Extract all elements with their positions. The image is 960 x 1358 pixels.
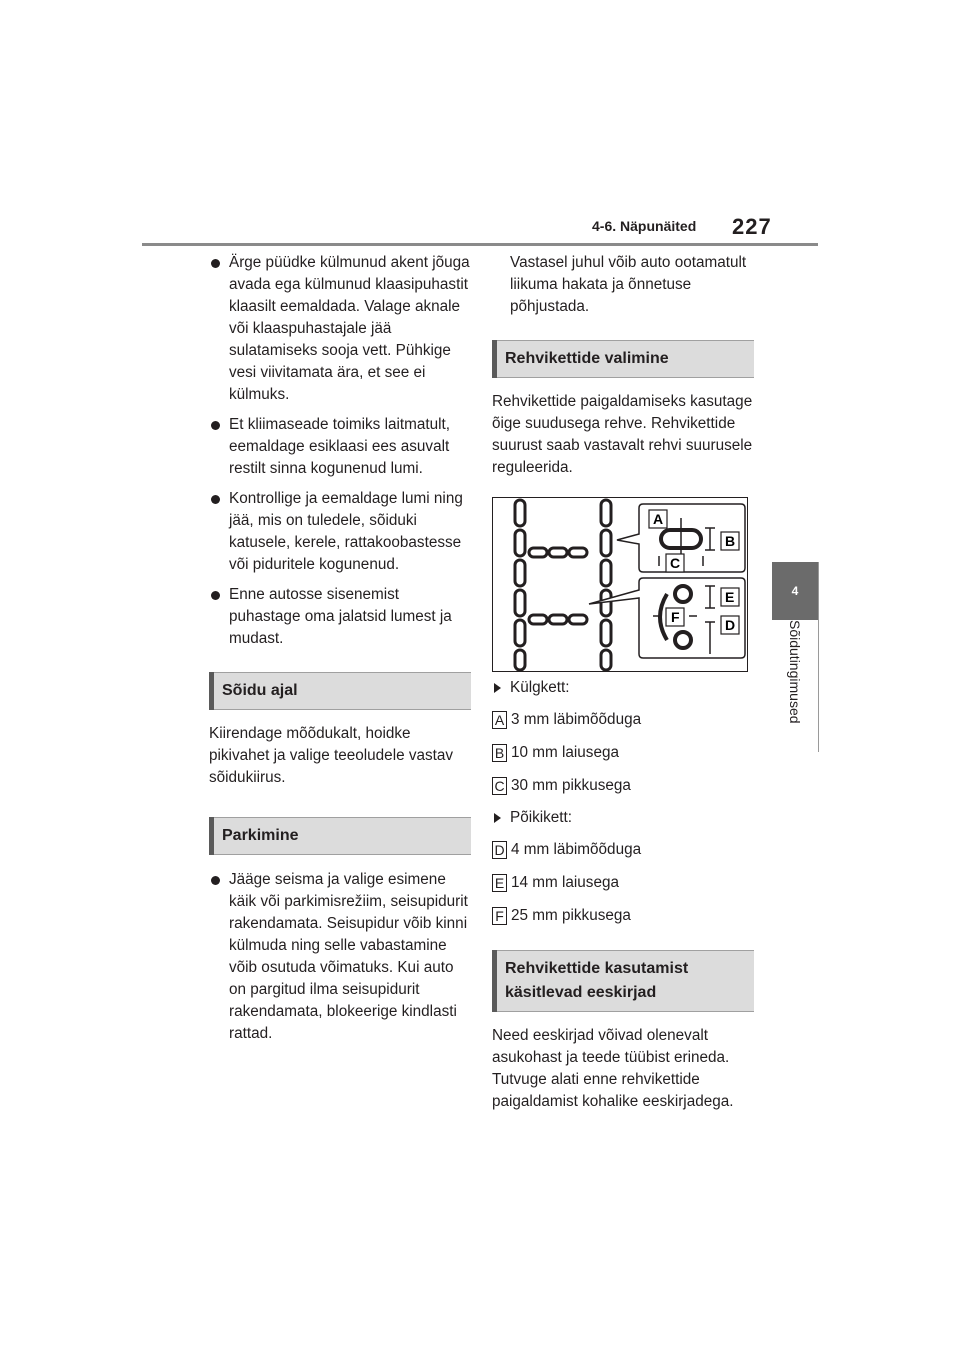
page-number: 227	[732, 214, 772, 239]
bullet-text: Kontrollige ja eemaldage lumi ning jää, mis on tuledele, sõiduki katusele, kerele, rattakoobastesse või piduritele kogunenud.	[229, 490, 463, 573]
chapter-title-container	[772, 620, 818, 750]
side-chain-heading	[492, 677, 754, 699]
spec-text: 10 mm laiusega	[511, 744, 619, 761]
diagram-label-b: B	[725, 533, 736, 549]
spec-text: 4 mm läbimõõduga	[511, 841, 642, 858]
chain-illustration	[493, 498, 747, 671]
heading-driving: Sõidu ajal	[209, 672, 471, 710]
spec-item-c	[492, 774, 754, 798]
letter-badge: C	[492, 777, 507, 795]
driving-text: Kiirendage mõõdukalt, hoidke pikivahet ja valige teeoludele vastav sõidukiirus.	[209, 725, 454, 786]
heading-parking: Parkimine	[209, 817, 471, 855]
letter-badge: E	[492, 874, 507, 892]
bullet-item	[209, 414, 471, 480]
bullet-text: Ärge püüdke külmunud akent jõuga avada ega külmunud klaasipuhastit klaasilt eemaldada. Valage aknale või klaaspuhastajale jää sulatamiseks sooja vett. Pühkige vesi viivitamata ära, et see ei külmuks.	[229, 254, 470, 403]
spec-text: 3 mm läbimõõduga	[511, 711, 642, 728]
chapter-divider	[818, 562, 819, 752]
letter-badge: B	[492, 744, 507, 762]
spec-item-e	[492, 871, 754, 895]
heading-regulations	[492, 950, 754, 1012]
cross-chain-label: Põikikett:	[510, 809, 573, 826]
chapter-tab	[772, 562, 818, 620]
bullet-item	[209, 869, 471, 1045]
heading-regulations-line2: käsitlevad eeskirjad	[505, 984, 657, 1001]
header-divider	[142, 243, 818, 246]
chains-text: Rehvikettide paigaldamiseks kasutage õige suudusega rehve. Rehvikettide suurust saab vastavalt rehvi suurusele reguleerida.	[492, 393, 753, 476]
regulations-text: Need eeskirjad võivad olenevalt asukohast ja teede tüübist erineda. Tutvuge alati enne rehvikettide paigaldamist kohalike eeskirjadega.	[492, 1027, 734, 1110]
side-chain-label: Külgkett:	[510, 679, 570, 696]
spec-item-b	[492, 741, 754, 765]
right-column	[492, 252, 754, 1113]
bullet-icon	[211, 591, 220, 600]
diagram-label-d: D	[725, 617, 736, 633]
bullet-icon	[211, 876, 220, 885]
spec-item-a	[492, 708, 754, 732]
bullet-icon	[211, 421, 220, 430]
triangle-bullet-icon	[494, 813, 501, 823]
diagram-label-e: E	[725, 589, 735, 605]
diagram-label-a: A	[653, 511, 664, 527]
heading-regulations-line1: Rehvikettide kasutamist	[505, 960, 689, 977]
spec-text: 30 mm pikkusega	[511, 777, 631, 794]
spec-item-d	[492, 838, 754, 862]
bullet-item	[209, 488, 471, 576]
continuation-text: Vastasel juhul võib auto ootamatult liikuma hakata ja õnnetuse põhjustada.	[510, 254, 747, 315]
bullet-text: Enne autosse sisenemist puhastage oma jalatsid lumest ja mudast.	[229, 586, 452, 647]
spec-item-f	[492, 904, 754, 928]
section-title: 4-6. Näpunäited	[592, 218, 697, 234]
cross-chain-heading	[492, 807, 754, 829]
diagram-label-c: C	[670, 555, 681, 571]
bullet-text: Jääge seisma ja valige esimene käik või parkimisrežiim, seisupidurit rakendamata. Seisupidur võib kinni külmuda ning selle vabastamine võib osutuda võimatuks. Kui auto on pargitud ilma seisupidurit rakendamata, blokeerige kindlasti rattad.	[229, 871, 468, 1042]
letter-badge: A	[492, 711, 507, 729]
bullet-text: Et kliimaseade toimiks laitmatult, eemaldage esiklaasi ees asuvalt restilt sinna kogunenud lumi.	[229, 416, 451, 477]
triangle-bullet-icon	[494, 683, 501, 693]
bullet-icon	[211, 259, 220, 268]
letter-badge: D	[492, 841, 507, 859]
tire-chain-diagram	[492, 497, 748, 672]
left-column	[209, 252, 471, 1053]
bullet-item	[209, 584, 471, 650]
bullet-item	[209, 252, 471, 406]
heading-chain-selection: Rehvikettide valimine	[492, 340, 754, 378]
spec-text: 14 mm laiusega	[511, 874, 619, 891]
chapter-title: Sõidutingimused	[787, 620, 803, 724]
bullet-icon	[211, 495, 220, 504]
spec-text: 25 mm pikkusega	[511, 907, 631, 924]
diagram-label-f: F	[671, 609, 680, 625]
letter-badge: F	[492, 907, 507, 925]
chapter-number: 4	[791, 584, 799, 598]
